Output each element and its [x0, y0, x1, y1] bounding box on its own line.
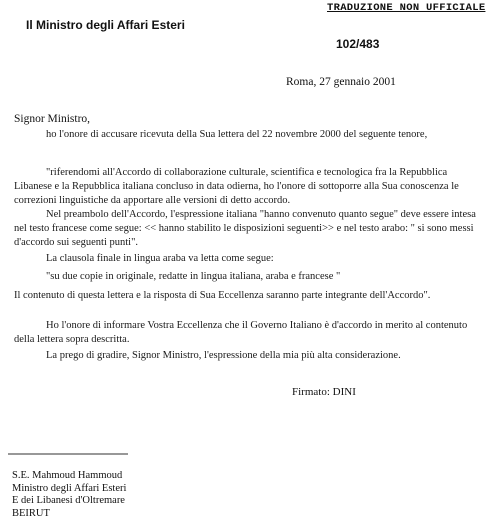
addressee-block	[12, 470, 126, 520]
paragraph-final-clause: La clausola finale in lingua araba va letta come segue:	[46, 253, 274, 264]
paragraph-agreement: Ho l'onore di informare Vostra Eccellenza che il Governo Italiano è d'accordo in merito al contenuto della lettera sopra descritta.	[14, 320, 468, 345]
ministry-letterhead: Il Ministro degli Affari Esteri	[26, 18, 185, 32]
paragraph-acknowledgement: ho l'onore di accusare ricevuta della Sua lettera del 22 novembre 2000 del seguente tenore,	[46, 129, 428, 140]
addressee-title: Ministro degli Affari Esteri	[12, 482, 127, 494]
addressee-department: E dei Libanesi d'Oltremare	[12, 495, 125, 506]
letter-date: Roma, 27 gennaio 2001	[286, 76, 396, 88]
addressee-name: S.E. Mahmoud Hammoud	[12, 470, 123, 481]
paragraph-closing: La prego di gradire, Signor Ministro, l'espressione della mia più alta considerazione.	[46, 350, 401, 361]
addressee-city: BEIRUT	[12, 507, 50, 519]
paragraph-quoted-letter: "riferendomi all'Accordo di collaborazione culturale, scientifica e tecnologica fra la Repubblica Libanese e la Repubblica italiana concluso in data odierna, ho l'onore di sottoporre alla Sua conoscenza le correzioni linguistiche da apportare alle versioni di detto accordo.	[14, 167, 459, 206]
unofficial-translation-stamp: TRADUZIONE NON UFFICIALE	[327, 2, 486, 14]
signature-line: Firmato: DINI	[292, 386, 356, 398]
separator-line	[8, 453, 128, 455]
protocol-number: 102/483	[336, 37, 380, 51]
salutation: Signor Ministro,	[14, 113, 91, 125]
paragraph-content: Il contenuto di questa lettera e la risposta di Sua Eccellenza saranno parte integrante dell'Accordo".	[14, 290, 431, 301]
paragraph-preamble: Nel preambolo dell'Accordo, l'espressione italiana "hanno convenuto quanto segue" deve essere intesa nel testo francese come segue: << hanno stabilito le disposizioni seguenti>> e nel testo arabo: " si sono messi d'accordo sui seguenti punti".	[14, 209, 476, 248]
paragraph-copies: "su due copie in originale, redatte in lingua italiana, araba e francese "	[46, 271, 341, 282]
